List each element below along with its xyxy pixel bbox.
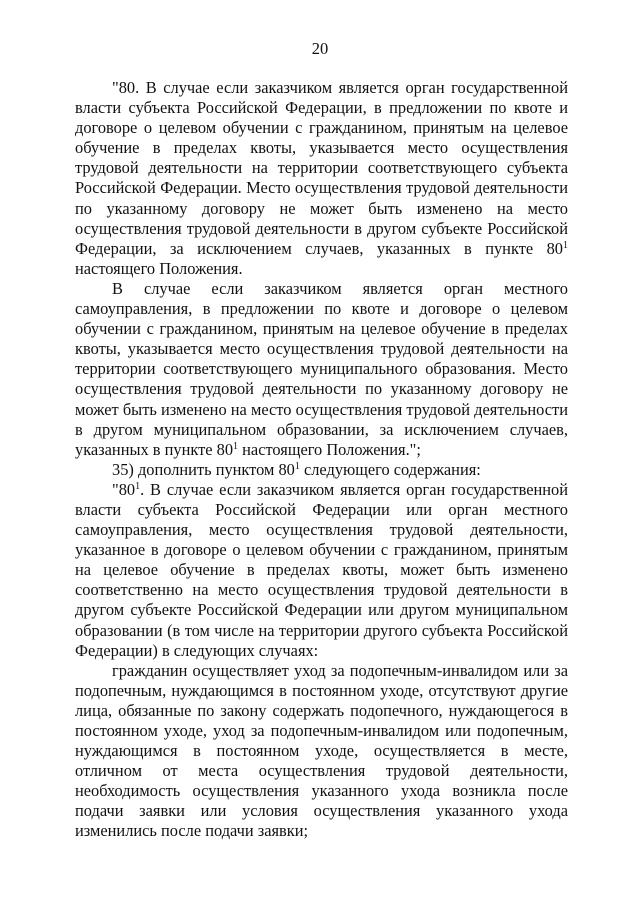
paragraph-text: следующего содержания:	[299, 459, 481, 479]
paragraph-text: настоящего Положения.	[75, 258, 243, 278]
paragraph-p3	[75, 460, 568, 480]
paragraph-p4	[75, 480, 568, 661]
superscript: 1	[294, 460, 300, 472]
document-body	[75, 78, 568, 842]
superscript: 1	[135, 480, 141, 492]
paragraph-text: "80	[112, 479, 136, 499]
paragraph-text: В случае если заказчиком является орган местного самоуправления, в предложении по квоте и договоре о целевом обучении с гражданином, принятым на целевое обучение в пределах квоты, указывается место осуществления трудовой деятельности на территории соответствующего муниципального образования. Место осуществления трудовой деятельности по указанному договору не может быть изменено на место осуществления трудовой деятельности в другом муниципальном образовании, за исключением случаев, указанных в пункте 80	[75, 278, 568, 459]
paragraph-text: . В случае если заказчиком является орган государственной власти субъекта Российской Федерации или орган местного самоуправления, место осуществления трудовой деятельности, указанное в договоре о целевом обучении с гражданином, принятым на целевое обучение в пределах квоты, может быть изменено соответственно на место осуществления трудовой деятельности в другом субъекте Российской Федерации или другом муниципальном образовании (в том числе на территории другого субъекта Российской Федерации) в следующих случаях:	[75, 479, 568, 660]
paragraph-p2	[75, 279, 568, 460]
paragraph-text: 35) дополнить пунктом 80	[112, 459, 295, 479]
superscript: 1	[563, 239, 568, 251]
superscript: 1	[233, 440, 239, 452]
paragraph-p5	[75, 661, 568, 842]
paragraph-p1	[75, 78, 568, 279]
paragraph-text: настоящего Положения.";	[238, 439, 421, 459]
paragraph-text: гражданин осуществляет уход за подопечным-инвалидом или за подопечным, нуждающимся в постоянном уходе, отсутствуют другие лица, обязанные по закону содержать подопечного, нуждающегося в постоянном уходе, уход за подопечным-инвалидом или подопечным, нуждающимся в постоянном уходе, осуществляется в месте, отличном от места осуществления трудовой деятельности, необходимость осуществления указанного ухода возникла после подачи заявки или условия осуществления указанного ухода изменились после подачи заявки;	[75, 660, 568, 841]
paragraph-text: "80. В случае если заказчиком является орган государственной власти субъекта Российской Федерации, в предложении по квоте и договоре о целевом обучении с гражданином, принятым на целевое обучение в пределах квоты, указывается место осуществления трудовой деятельности на территории соответствующего субъекта Российской Федерации. Место осуществления трудовой деятельности по указанному договору не может быть изменено на место осуществления трудовой деятельности в другом субъекте Российской Федерации, за исключением случаев, указанных в пункте 80	[75, 78, 568, 258]
page-number: 20	[311, 39, 329, 58]
